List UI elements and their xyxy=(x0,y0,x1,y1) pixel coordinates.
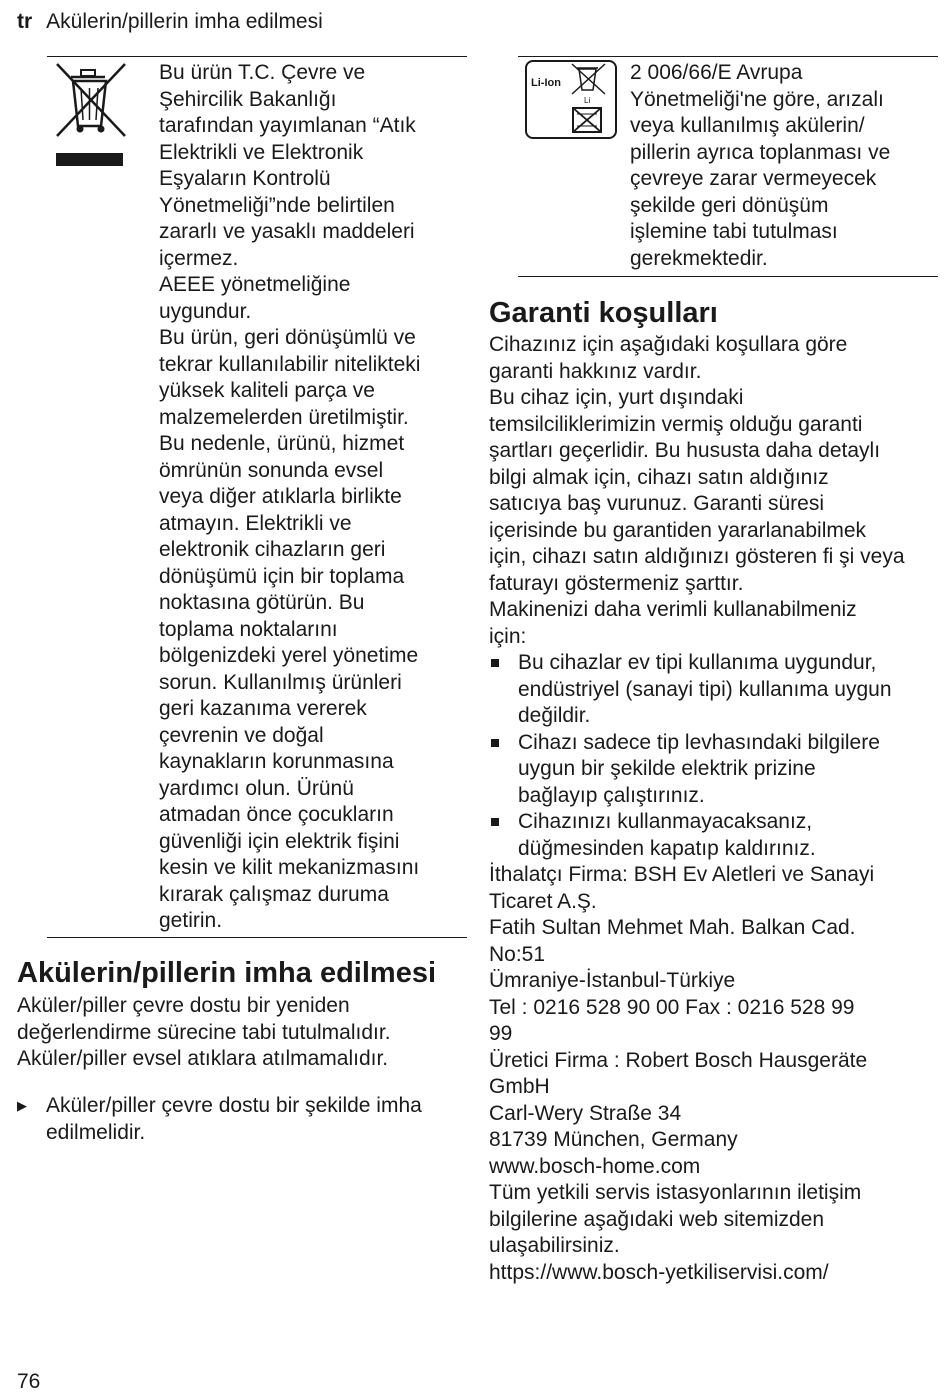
text-line: Makinenizi daha verimli kullanabilmeniz xyxy=(489,598,857,621)
text-line: atmadan önce çocukların xyxy=(159,803,394,826)
text-line: Yönetmeliği”nde belirtilen xyxy=(159,193,395,217)
text-line: tekrar kullanılabilir nitelikteki xyxy=(159,352,421,376)
list-item xyxy=(489,809,939,862)
text-line: çevreye zarar vermeyecek xyxy=(630,167,877,190)
text-line: Ümraniye-İstanbul-Türkiye xyxy=(489,969,736,992)
text-line: içerisinde bu garantiden yararlanabilmek xyxy=(489,518,867,542)
text-line: Fatih Sultan Mehmet Mah. Balkan Cad. xyxy=(489,916,856,939)
text-line: veya kullanılmış akülerin/ xyxy=(630,114,865,137)
text-line: bilgi almak için, cihazı satın aldığınız xyxy=(489,465,829,489)
text-line: Elektrikli ve Elektronik xyxy=(159,140,364,164)
text-line: pillerin ayrıca toplanması ve xyxy=(630,140,891,164)
text-line: için: xyxy=(489,624,527,648)
divider-battery-bottom xyxy=(518,276,938,277)
text-line: bağlayıp çalıştırınız. xyxy=(518,783,705,807)
text-line: geri kazanıma vererek xyxy=(159,697,367,720)
text-line: Üretici Firma : Robert Bosch Hausgeräte xyxy=(489,1048,868,1072)
divider-weee-bottom xyxy=(47,937,467,938)
text-line: temsilciliklerimizin vermiş olduğu garanti xyxy=(489,412,863,436)
text-line: kesin ve kilit mekanizmasını xyxy=(159,856,420,879)
text-line: 99 xyxy=(489,1022,513,1045)
text-line: Bu ürün, geri dönüşümlü ve xyxy=(159,326,416,349)
page-number: 76 xyxy=(17,1370,41,1393)
square-bullet-icon xyxy=(491,739,499,747)
text-line: 2 006/66/E Avrupa xyxy=(630,61,803,84)
language-code: tr xyxy=(17,10,33,33)
text-line: ulaşabilirsiniz. xyxy=(489,1234,620,1257)
text-line: Bu cihazlar ev tipi kullanıma uygundur, xyxy=(518,651,877,674)
text-line: satıcıya baş vurunuz. Garanti süresi xyxy=(489,492,824,515)
text-line: veya diğer atıklarla birlikte xyxy=(159,485,402,508)
text-line: kırarak çalışmaz duruma xyxy=(159,882,389,906)
text-line: Carl-Wery Straße 34 xyxy=(489,1101,682,1125)
square-bullet-icon xyxy=(491,659,499,667)
text-line: Tel : 0216 528 90 00 Fax : 0216 528 99 xyxy=(489,995,855,1019)
text-line: uygundur. xyxy=(159,299,252,323)
icon-label-li: Li xyxy=(584,96,591,105)
text-line: değildir. xyxy=(518,704,591,727)
garanti-paragraph-2 xyxy=(489,862,939,1286)
text-line: için, cihazı satın aldığınızı gösteren fi şi veya xyxy=(489,545,905,568)
text-line: yardımcı olun. Ürünü xyxy=(159,776,354,800)
text-line: noktasına götürün. Bu xyxy=(159,591,365,614)
text-line: gerekmektedir. xyxy=(630,246,768,270)
text-line: kaynakların korunmasına xyxy=(159,750,394,773)
section-heading-akuler: Akülerin/pillerin imha edilmesi xyxy=(17,957,437,989)
garanti-content xyxy=(489,332,939,1286)
text-line: toplama noktalarını xyxy=(159,617,338,641)
text-line: zararlı ve yasaklı maddeleri xyxy=(159,220,415,243)
page-header xyxy=(17,9,323,35)
text-line: atmayın. Elektrikli ve xyxy=(159,511,352,535)
list-item xyxy=(489,730,939,810)
service-website-link[interactable]: https://www.bosch-yetkiliservisi.com/ xyxy=(489,1260,829,1284)
text-line: düğmesinden kapatıp kaldırınız. xyxy=(518,836,816,860)
divider-weee-top xyxy=(47,56,467,57)
crossed-out-wheelie-bin-icon xyxy=(53,60,129,170)
text-line: içermez. xyxy=(159,246,239,270)
text-line: İthalatçı Firma: BSH Ev Aletleri ve Sanayi xyxy=(489,863,875,886)
text-line: Cihazınız için aşağıdaki koşullara göre xyxy=(489,333,848,356)
weee-notice-text xyxy=(159,60,459,935)
icon-label-li-ion: Li-Ion xyxy=(531,77,561,89)
text-line: değerlendirme sürecine tabi tutulmalıdır. xyxy=(17,1020,391,1044)
text-line: faturayı göstermeniz şarttır. xyxy=(489,571,744,595)
text-line: tarafından yayımlanan “Atık xyxy=(159,114,416,137)
header-title: Akülerin/pillerin imha edilmesi xyxy=(46,10,323,33)
text-line: Eşyaların Kontrolü xyxy=(159,167,331,190)
text-line: bilgilerine aşağıdaki web sitemizden xyxy=(489,1207,825,1231)
text-line: endüstriyel (sanayi tipi) kullanıma uygun xyxy=(518,677,892,701)
text-line: sorun. Kullanılmış ürünleri xyxy=(159,670,402,694)
garanti-bullet-list xyxy=(489,650,939,862)
text-line: elektronik cihazların geri xyxy=(159,538,386,561)
instruction-step xyxy=(17,1093,472,1146)
text-line: bölgenizdeki yerel yönetime xyxy=(159,644,419,667)
text-line: işlemine tabi tutulması xyxy=(630,220,838,243)
text-line: Aküler/piller çevre dostu bir şekilde imha xyxy=(46,1094,422,1117)
text-line: çevrenin ve doğal xyxy=(159,723,324,747)
text-line: No:51 xyxy=(489,942,546,966)
text-line: AEEE yönetmeliğine xyxy=(159,273,351,296)
text-line: güvenliği için elektrik fişini xyxy=(159,829,400,853)
text-line: şekilde geri dönüşüm xyxy=(630,193,829,217)
text-line: getirin. xyxy=(159,909,223,932)
text-line: Bu ürün T.C. Çevre ve xyxy=(159,61,366,84)
text-line: yüksek kaliteli parça ve xyxy=(159,379,375,402)
text-line: edilmelidir. xyxy=(46,1120,146,1144)
text-line: Cihazınızı kullanmayacaksanız, xyxy=(518,810,813,833)
section-heading-garanti: Garanti koşulları xyxy=(489,297,718,329)
step-arrow-icon: ▶ xyxy=(17,1098,27,1113)
text-line: uygun bir şekilde elektrik prizine xyxy=(518,757,816,780)
text-line: şartları geçerlidir. Bu hususta daha detaylı xyxy=(489,439,881,462)
text-line: Yönetmeliği'ne göre, arızalı xyxy=(630,87,884,111)
text-line: Cihazı sadece tip levhasındaki bilgilere xyxy=(518,730,880,754)
text-line: Bu nedenle, ürünü, hizmet xyxy=(159,432,405,455)
text-line: 81739 München, Germany xyxy=(489,1128,738,1151)
akuler-paragraph xyxy=(17,993,467,1073)
text-line: dönüşümü için bir toplama xyxy=(159,564,405,588)
text-line: ömrünün sonunda evsel xyxy=(159,458,384,482)
text-line: garanti hakkınız vardır. xyxy=(489,359,702,383)
garanti-paragraph-1 xyxy=(489,332,939,650)
battery-notice-text xyxy=(630,60,930,272)
text-line: Ticaret A.Ş. xyxy=(489,889,597,913)
text-line: malzemelerden üretilmiştir. xyxy=(159,405,409,429)
text-line: Aküler/piller çevre dostu bir yeniden xyxy=(17,994,350,1017)
text-line: Şehircilik Bakanlığı xyxy=(159,87,337,111)
divider-battery-top xyxy=(518,56,938,57)
text-line: GmbH xyxy=(489,1075,550,1098)
list-item xyxy=(489,650,939,730)
website-link[interactable]: www.bosch-home.com xyxy=(489,1154,701,1178)
text-line: Aküler/piller evsel atıklara atılmamalıdır. xyxy=(17,1047,389,1070)
square-bullet-icon xyxy=(491,818,499,826)
li-ion-battery-disposal-icon xyxy=(525,60,617,140)
text-line: Bu cihaz için, yurt dışındaki xyxy=(489,386,744,409)
text-line: Tüm yetkili servis istasyonlarının iletişim xyxy=(489,1181,862,1204)
